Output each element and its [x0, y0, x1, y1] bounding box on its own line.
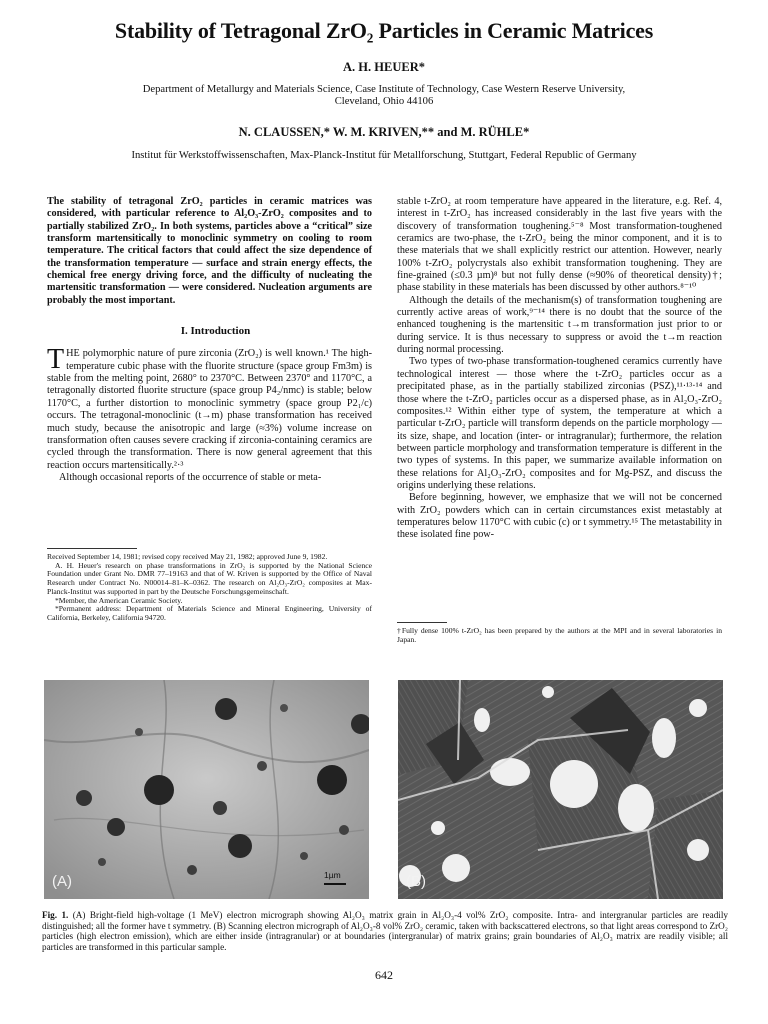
- micrograph-a: [44, 680, 369, 899]
- paper-title: Stability of Tetragonal ZrO₂ Particles in Ceramic Matrices: [114, 18, 654, 43]
- right-footnote: †Fully dense 100% t-ZrO₂ has been prepared by the authors at the MPI and in several laboratories in Japan.: [397, 626, 722, 644]
- affiliation-case: [60, 84, 708, 108]
- figure-label-b: (B): [406, 873, 426, 890]
- right-paragraph-4: Before beginning, however, we emphasize that we will not be concerned with ZrO₂ powders which can in certain circumstances exist metastably at temperatures below 1170°C with cubic (c) or t symmetry.¹⁵ The metastability in these isolated fine pow-: [397, 492, 722, 541]
- footnote-received: Received September 14, 1981; revised copy received May 21, 1982; approved June 9, 1982.: [47, 552, 328, 561]
- affiliation-case-line2: Cleveland, Ohio 44106: [334, 96, 434, 107]
- authors-mpi: N. CLAUSSEN,* W. M. KRIVEN,** and M. RÜHLE*: [238, 125, 530, 139]
- author-heuer: A. H. HEUER*: [343, 60, 425, 74]
- affiliation-case-line1: Department of Metallurgy and Materials Science, Case Institute of Technology, Case Western Reserve University,: [142, 84, 626, 95]
- footnote-member: *Member, the American Ceramic Society.: [55, 595, 183, 605]
- left-column: [47, 196, 372, 484]
- caption-text: (A) Bright-field high-voltage (1 MeV) electron micrograph showing Al₂O₃ matrix grain in Al₂O₃-4 vol% ZrO₂ composite. Intra- and intergranular particles are readily distinguished; all the former have t symmetry. (B) Scanning electron micrograph of Al₂O₃-8 vol% ZrO₂ ceramic, taken with backscattered electrons, so that light areas correspond to ZrO₂ particles (high electron emission), which are either inside (intragranular) or at boundaries (intergranular) of matrix grains; grain boundaries of Al₂O₃ matrix are readily visible; all particles are transformed in this particular sample.: [42, 910, 728, 952]
- intro-paragraph-2: Although occasional reports of the occurrence of stable or meta-: [59, 471, 322, 483]
- right-paragraph-2: Although the details of the mechanism(s) of transformation toughening are currently active areas of work,⁹⁻¹⁴ there is no doubt that the source of the enhanced toughening is the martensitic t→m transformation just prior to or during service. It is thus necessary to suppress or avoid the t→m reaction during normal processing.: [397, 294, 722, 356]
- right-paragraph-3: Two types of two-phase transformation-toughened ceramics currently have technological interest — those where the t-ZrO₂ particles occur as a precipitated phase, as in the partially stabilized zirconias (PSZ),¹¹·¹³·¹⁴ and those where the t-ZrO₂ particles occur as a dispersed phase, as in Al₂O₃-ZrO₂ composites.¹² Within either type of system, the temperature at which a particular t-ZrO₂ particle will transform depends on the particle morphology — its size, shape, and location (inter- or intragranular); furthermore, the relation between particle morphology and transformation temperature is different in the two types of systems. In this paper, we summarize available information on these relations for Al₂O₃-ZrO₂ composites and for Mg-PSZ, and discuss the origins underlying these relations.: [397, 356, 722, 491]
- right-paragraph-1: stable t-ZrO₂ at room temperature have appeared in the literature, e.g. Ref. 4, interest in t-ZrO₂ has increased considerably in the last five years with the discovery of transformation toughening.⁵⁻⁸ Most transformation-toughened ceramics are two-phase, the t-ZrO₂ being the minor component, and it is to these materials that we shall explicitly restrict our attention. However, nearly 100% t-ZrO₂ polycrystals also exhibit transformation toughening. They are fine-grained (≤0.3 µm)⁸ but not fully dense (≈90% of theoretical density)†; phase stability in these materials has been discussed by other authors.⁸⁻¹⁰: [397, 196, 722, 294]
- footnote-address: *Permanent address: Department of Materials Science and Mineral Engineering, University of California, Berkeley, California 94720.: [47, 604, 372, 622]
- drop-cap: T: [47, 344, 65, 376]
- scale-bar-label: 1µm: [324, 870, 341, 880]
- right-column: [397, 196, 722, 542]
- footnote-rule-left: [47, 548, 137, 549]
- section-heading-introduction: I. Introduction: [180, 325, 251, 338]
- left-footnotes: [47, 553, 372, 623]
- micrograph-b: [398, 680, 723, 899]
- abstract: The stability of tetragonal ZrO₂ particles in ceramic matrices was considered, with particular reference to Al₂O₃-ZrO₂ composites and to partially stabilized ZrO₂. In both systems, particles above a “critical” size transform martensitically to monoclinic symmetry on cooling to room temperature. The critical factors that could affect the size dependence of the transformation temperature — surface and strain energy effects, the chemical free energy driving force, and the difficulty of nucleating the martensitic transformation — were considered. Nucleation arguments are probably the most important.: [47, 196, 372, 306]
- intro-paragraph-1-text: HE polymorphic nature of pure zirconia (ZrO₂) is well known.¹ The high-temperature cubic phase with the fluorite structure (space group Fm3m) is stable from the melting point, 2680° to 2370°C. Between 2370° and 1170°C, a tetragonally distorted fluorite structure (space group P4₂/nmc) is stable; below 1170°C, a further distortion to monoclinic symmetry (space group P2₁/c) occurs. The tetragonal-monoclinic (t→m) phase transformation has received much study, because the anisotropic and large (≈3%) volume increase on transformation often causes severe cracking if zirconia-containing ceramics are cycled through the transformation. There is now general agreement that this reaction occurs martensitically.²·³: [47, 348, 372, 471]
- micrograph-a-image: [44, 680, 369, 899]
- footnote-rule-right: [397, 622, 447, 623]
- intro-paragraph-1: [47, 344, 372, 471]
- figure-caption: [42, 910, 728, 952]
- footnote-funding: A. H. Heuer's research on phase transformations in ZrO₂ is supported by the National Science Foundation under Grant No. DMR 77–19163 and that of W. Kriven is supported by the Office of Naval Research under Contract No. N00014–81–K–0362. The research on Al₂O₃-ZrO₂ composites at Max-Planck-Institut was supported in part by the Deutsche Forschungsgemeinschaft.: [47, 560, 372, 596]
- scale-bar: [324, 883, 346, 885]
- micrograph-b-image: [398, 680, 723, 899]
- caption-lead: Fig. 1.: [42, 910, 69, 920]
- page-number: 642: [375, 968, 393, 982]
- affiliation-mpi: Institut für Werkstoffwissenschaften, Max-Planck-Institut für Metallforschung, Stuttgart, Federal Republic of Germany: [131, 150, 637, 161]
- figure-label-a: (A): [52, 873, 72, 890]
